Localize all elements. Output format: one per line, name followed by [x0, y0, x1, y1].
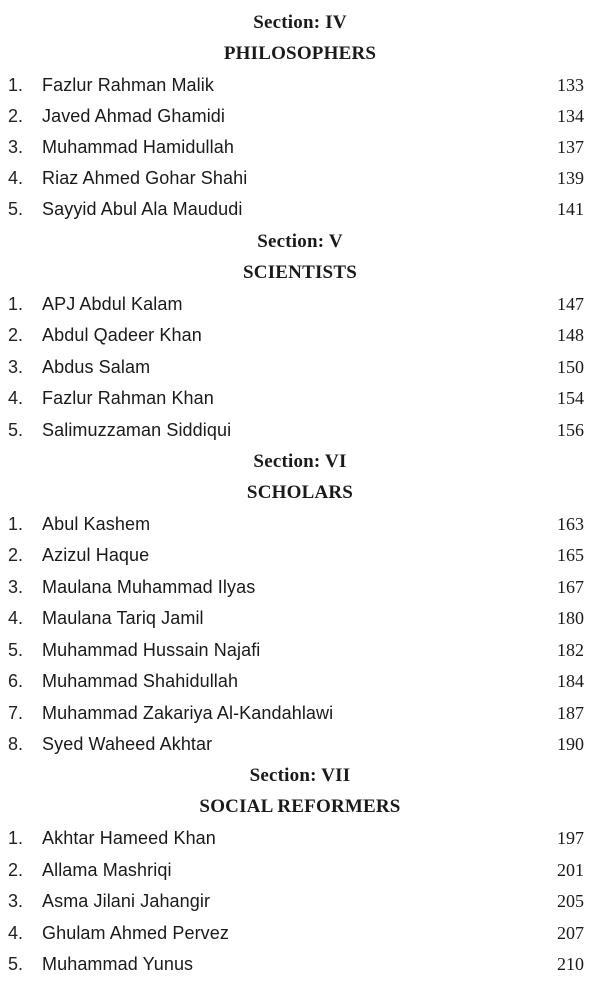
entry-name: Fazlur Rahman Malik: [42, 75, 214, 95]
entry-page-number: 190: [557, 734, 584, 754]
entry-name: Fazlur Rahman Khan: [42, 388, 214, 408]
toc-entry[interactable]: [0, 104, 600, 128]
toc-entry[interactable]: [0, 355, 600, 379]
entry-name: Javed Ahmad Ghamidi: [42, 106, 225, 126]
entry-number: 4.: [8, 168, 24, 188]
entry-page-number: 134: [557, 106, 584, 126]
entry-page-number: 156: [557, 420, 584, 440]
entry-name: Muhammad Shahidullah: [42, 671, 239, 691]
section-label: Section: IV: [253, 12, 347, 33]
entry-name: Allama Mashriqi: [42, 860, 172, 880]
entry-number: 5.: [8, 954, 24, 974]
toc-entry[interactable]: [0, 669, 600, 693]
entry-number: 3.: [8, 137, 24, 157]
entry-page-number: 141: [557, 199, 584, 219]
entry-name: Muhammad Hussain Najafi: [42, 640, 261, 660]
entry-number: 2.: [8, 545, 24, 565]
entry-number: 3.: [8, 577, 24, 597]
entry-number: 1.: [8, 514, 24, 534]
entry-page-number: 197: [557, 828, 584, 848]
toc-entry[interactable]: [0, 323, 600, 347]
entry-name: Maulana Tariq Jamil: [42, 608, 204, 628]
entry-name: Muhammad Yunus: [42, 954, 194, 974]
entry-number: 2.: [8, 325, 24, 345]
toc-entry[interactable]: [0, 166, 600, 190]
section-title: SCHOLARS: [246, 482, 354, 503]
entry-number: 2.: [8, 106, 24, 126]
entry-page-number: 180: [557, 608, 584, 628]
toc-entry[interactable]: [0, 701, 600, 725]
toc-entry[interactable]: [0, 386, 600, 410]
entry-page-number: 167: [557, 577, 584, 597]
toc-entry[interactable]: [0, 858, 600, 882]
entry-name: Maulana Muhammad Ilyas: [42, 577, 256, 597]
entry-page-number: 182: [557, 640, 584, 660]
entry-name: Syed Waheed Akhtar: [42, 734, 213, 754]
entry-name: Abdul Qadeer Khan: [42, 325, 202, 345]
entry-number: 6.: [8, 671, 24, 691]
section-title: SCIENTISTS: [243, 262, 357, 283]
entry-name: Asma Jilani Jahangir: [42, 891, 211, 911]
toc-entry[interactable]: [0, 512, 600, 536]
toc-entry[interactable]: [0, 543, 600, 567]
entry-page-number: 205: [557, 891, 584, 911]
entry-name: Salimuzzaman Siddiqui: [42, 420, 232, 440]
section-title: PHILOSOPHERS: [223, 43, 377, 64]
entry-page-number: 150: [557, 357, 584, 377]
entry-page-number: 163: [557, 514, 584, 534]
entry-name: Abul Kashem: [42, 514, 151, 534]
entry-page-number: 210: [557, 954, 584, 974]
entry-name: APJ Abdul Kalam: [42, 294, 183, 314]
entry-number: 1.: [8, 75, 24, 95]
entry-page-number: 154: [557, 388, 584, 408]
entry-name: Akhtar Hameed Khan: [42, 828, 216, 848]
entry-page-number: 207: [557, 923, 584, 943]
toc-entry[interactable]: [0, 921, 600, 945]
entry-name: Ghulam Ahmed Pervez: [42, 923, 229, 943]
entry-number: 2.: [8, 860, 24, 880]
toc-entry[interactable]: [0, 826, 600, 850]
toc-entry[interactable]: [0, 606, 600, 630]
entry-page-number: 165: [557, 545, 584, 565]
entry-name: Abdus Salam: [42, 357, 151, 377]
entry-page-number: 184: [557, 671, 584, 691]
entry-name: Azizul Haque: [42, 545, 150, 565]
toc-entry[interactable]: [0, 732, 600, 756]
entry-number: 1.: [8, 828, 24, 848]
section-label: Section: VII: [249, 765, 351, 786]
toc-entry[interactable]: [0, 292, 600, 316]
toc-entry[interactable]: [0, 197, 600, 221]
toc-entry[interactable]: [0, 575, 600, 599]
section-title: SOCIAL REFORMERS: [199, 796, 401, 817]
entry-page-number: 187: [557, 703, 584, 723]
toc-entry[interactable]: [0, 889, 600, 913]
entry-name: Riaz Ahmed Gohar Shahi: [42, 168, 248, 188]
entry-page-number: 201: [557, 860, 584, 880]
entry-number: 4.: [8, 388, 24, 408]
entry-name: Muhammad Hamidullah: [42, 137, 234, 157]
toc-entry[interactable]: [0, 418, 600, 442]
entry-number: 5.: [8, 199, 24, 219]
entry-name: Muhammad Zakariya Al-Kandahlawi: [42, 703, 334, 723]
section-label: Section: VI: [253, 451, 347, 472]
entry-page-number: 139: [557, 168, 584, 188]
entry-number: 3.: [8, 357, 24, 377]
entry-number: 7.: [8, 703, 24, 723]
entry-number: 5.: [8, 420, 24, 440]
entry-page-number: 137: [557, 137, 584, 157]
toc-entry[interactable]: [0, 638, 600, 662]
toc-entry[interactable]: [0, 952, 600, 976]
entry-number: 1.: [8, 294, 24, 314]
entry-number: 8.: [8, 734, 24, 754]
entry-name: Sayyid Abul Ala Maududi: [42, 199, 243, 219]
toc-entry[interactable]: [0, 135, 600, 159]
toc-entry[interactable]: [0, 73, 600, 97]
entry-page-number: 147: [557, 294, 584, 314]
entry-page-number: 148: [557, 325, 584, 345]
entry-number: 4.: [8, 923, 24, 943]
section-label: Section: V: [257, 231, 343, 252]
entry-number: 4.: [8, 608, 24, 628]
entry-page-number: 133: [557, 75, 584, 95]
entry-number: 3.: [8, 891, 24, 911]
entry-number: 5.: [8, 640, 24, 660]
